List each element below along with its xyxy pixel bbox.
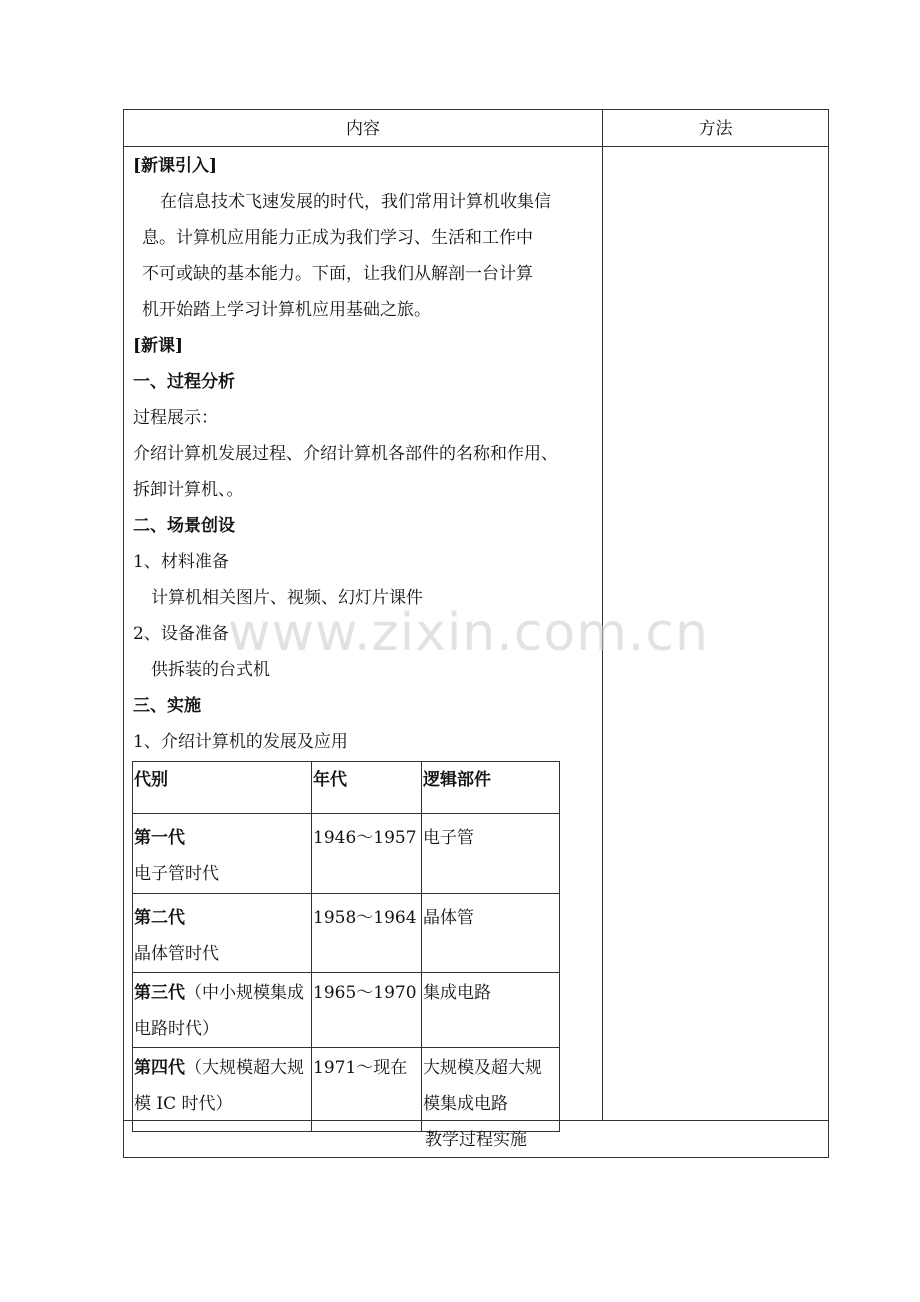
header-years: 年代: [312, 762, 422, 814]
equipment-text: 供拆装的台式机: [151, 660, 270, 680]
table-row: [133, 973, 560, 1048]
equipment-label: 2、设备准备: [133, 624, 229, 644]
generation-cell: [133, 973, 312, 1048]
table-row: [133, 814, 560, 894]
generation-era: 电子管时代: [134, 864, 219, 884]
intro-line: 息。计算机应用能力正成为我们学习、生活和工作中: [142, 228, 533, 248]
generation-cell: [133, 1048, 312, 1132]
years-value: 1958～1964: [313, 908, 417, 928]
section2-heading: 二、场景创设: [133, 516, 235, 536]
table-row: [133, 762, 560, 814]
generation-era: 电路时代）: [134, 1019, 219, 1039]
materials-text: 计算机相关图片、视频、幻灯片课件: [151, 588, 423, 608]
logic-value-cont: 模集成电路: [423, 1094, 508, 1114]
generation-note: （大规模超大规: [185, 1058, 304, 1078]
logic-value: 晶体管: [423, 908, 474, 928]
logic-value: 电子管: [423, 828, 474, 848]
content-cell: [133, 148, 595, 760]
generation-title: 第二代: [134, 908, 185, 928]
header-method: 方法: [698, 119, 733, 139]
header-divider: [124, 146, 828, 147]
intro-line: 在信息技术飞速发展的时代，我们常用计算机收集信: [160, 192, 551, 212]
process-line: 拆卸计算机、。: [133, 480, 244, 500]
years-cell: [312, 814, 422, 894]
intro-line: 不可或缺的基本能力。下面，让我们从解剖一台计算: [142, 264, 533, 284]
footer-label: 教学过程实施: [425, 1130, 527, 1150]
table-row: [133, 894, 560, 973]
generation-title: 第三代: [134, 983, 185, 1003]
years-value: 1965～1970: [313, 983, 417, 1003]
intro-computer: 1、介绍计算机的发展及应用: [133, 732, 348, 752]
new-lesson-heading: [新课]: [133, 336, 184, 356]
materials-label: 1、材料准备: [133, 552, 229, 572]
logic-value: 集成电路: [423, 983, 491, 1003]
table-row: [133, 1048, 560, 1132]
logic-cell: [422, 894, 560, 973]
logic-cell: [422, 814, 560, 894]
years-cell: [312, 894, 422, 973]
generations-table: [132, 761, 560, 1132]
years-cell: [312, 973, 422, 1048]
logic-value: 大规模及超大规: [423, 1058, 542, 1078]
header-generation: 代别: [133, 762, 312, 814]
header-logic-parts: 逻辑部件: [422, 762, 560, 814]
generation-title: 第四代: [134, 1058, 185, 1078]
logic-cell: [422, 1048, 560, 1132]
watermark-text: www.zixin.com.cn: [228, 603, 709, 663]
logic-cell: [422, 973, 560, 1048]
intro-line: 机开始踏上学习计算机应用基础之旅。: [142, 300, 431, 320]
column-divider: [602, 110, 603, 1120]
section3-heading: 三、实施: [133, 696, 201, 716]
process-line: 介绍计算机发展过程、介绍计算机各部件的名称和作用、: [133, 444, 558, 464]
generation-era: 晶体管时代: [134, 944, 219, 964]
generation-note: （中小规模集成: [185, 983, 304, 1003]
generation-cell: [133, 814, 312, 894]
header-content: 内容: [346, 119, 380, 139]
generation-title: 第一代: [134, 828, 185, 848]
years-cell: [312, 1048, 422, 1132]
generation-era: 模 IC 时代）: [134, 1094, 233, 1114]
generation-cell: [133, 894, 312, 973]
lesson-plan-table: [123, 109, 829, 1158]
intro-heading: [新课引入]: [133, 156, 218, 176]
process-show: 过程展示：: [133, 408, 218, 428]
years-value: 1946～1957: [313, 828, 417, 848]
years-value: 1971～现在: [313, 1058, 408, 1078]
section1-heading: 一、过程分析: [133, 372, 235, 392]
